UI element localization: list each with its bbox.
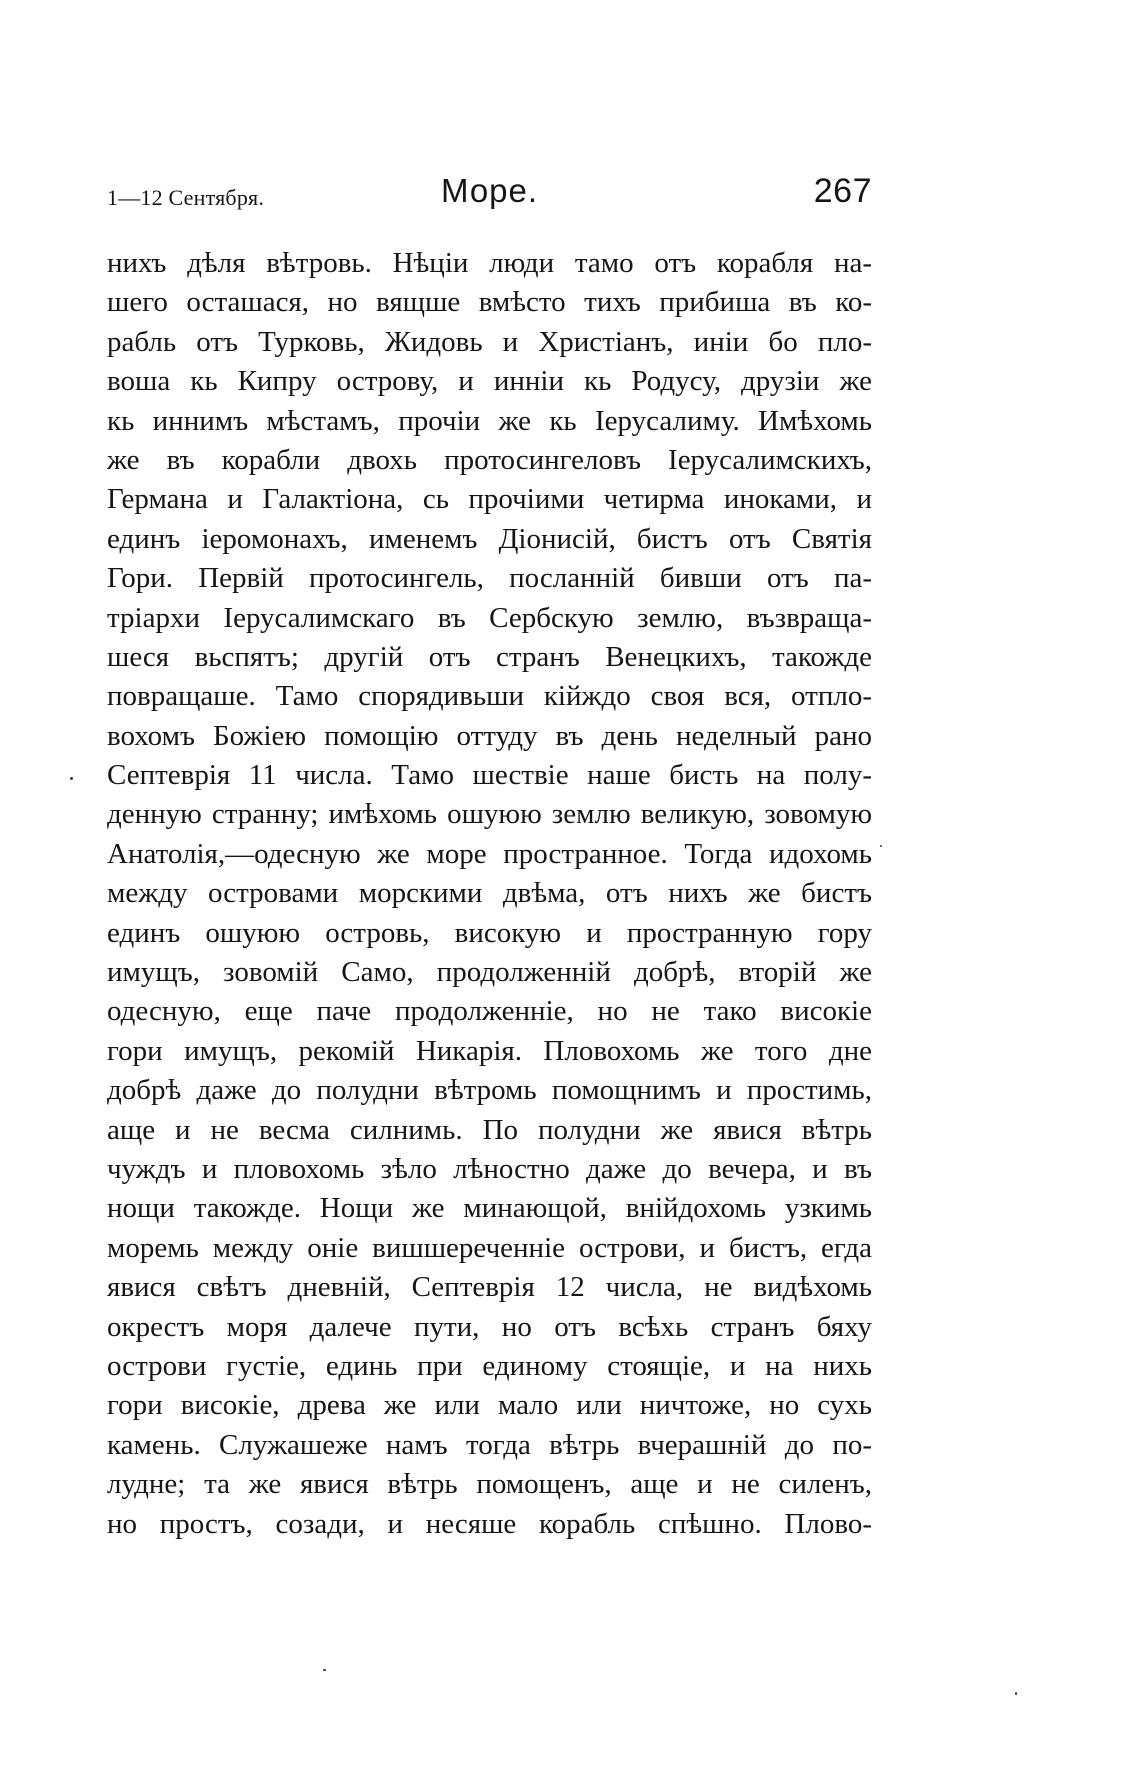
text-line: моремь между оніе вишшереченніе острови, и бистъ, егда bbox=[107, 1231, 872, 1264]
body-text bbox=[107, 244, 872, 1544]
text-line: гори високіе, древа же или мало или ничтоже, но сухь bbox=[107, 1389, 872, 1422]
text-line: камень. Служашеже намъ тогда вѣтрь вчерашній до по- bbox=[107, 1428, 872, 1461]
text-line: между островами морскими двѣма, отъ нихъ же бистъ bbox=[107, 877, 872, 910]
text-line: но простъ, созади, и несяше корабль спѣшно. Плово- bbox=[107, 1507, 872, 1540]
text-line: окрестъ моря далече пути, но отъ всѣхь странъ бяху bbox=[107, 1310, 872, 1343]
text-line: Септеврія 11 числа. Тамо шествіе наше бисть на полу- bbox=[107, 759, 872, 792]
text-line: гори имущъ, рекомій Никарія. Пловохомь же того дне bbox=[107, 1034, 872, 1067]
text-line: единъ ошуюю островь, високую и пространную гору bbox=[107, 916, 872, 949]
text-line: нощи такожде. Нощи же минающой, внійдохомь узкимь bbox=[107, 1192, 872, 1225]
text-line: вохомъ Божіею помощію оттуду въ день неделный рано bbox=[107, 719, 872, 752]
print-speck bbox=[880, 845, 882, 847]
text-line: нихъ дѣля вѣтровь. Нѣціи люди тамо отъ корабля на- bbox=[107, 247, 872, 279]
text-line: денную странну; имѣхомь ошуюю землю великую, зовомую bbox=[107, 798, 872, 831]
text-line: Анатолія,—одесную же море пространное. Тогда идохомь bbox=[107, 837, 872, 870]
section-title: Море. bbox=[440, 172, 539, 209]
date-range: 1—12 Сентября. bbox=[107, 185, 265, 210]
text-line: единъ іеромонахъ, именемъ Діонисій, бистъ отъ Святія bbox=[107, 522, 872, 555]
print-speck bbox=[1015, 1692, 1017, 1695]
page-number: 267 bbox=[813, 172, 872, 210]
text-line: Германа и Галактіона, сь прочіими четирма иноками, и bbox=[107, 483, 872, 516]
text-line: тріархи Іерусалимскаго въ Сербскую землю, възвраща- bbox=[107, 601, 872, 634]
text-line: аще и не весма силнимь. По полудни же явися вѣтрь bbox=[107, 1113, 872, 1146]
text-line: имущъ, зовомій Само, продолженній добрѣ, вторій же bbox=[107, 956, 872, 989]
text-line: воша кь Кипру острову, и инніи кь Родусу, друзіи же bbox=[107, 365, 872, 398]
text-line: лудне; та же явися вѣтрь помощенъ, аще и не силенъ, bbox=[107, 1468, 872, 1501]
text-line: явися свѣтъ дневній, Септеврія 12 числа, не видѣхомь bbox=[107, 1271, 872, 1304]
text-line: же въ корабли двохь протосингеловъ Іерусалимскихъ, bbox=[107, 443, 872, 476]
text-line: одесную, еще паче продолженніе, но не тако високіе bbox=[107, 995, 872, 1028]
text-line: добрѣ даже до полудни вѣтромь помощнимъ и простимь, bbox=[107, 1074, 872, 1107]
text-line: шего осташася, но вящше вмѣсто тихъ прибиша въ ко- bbox=[107, 286, 872, 319]
text-line: кь иннимъ мѣстамъ, прочіи же кь Іерусалиму. Имѣхомь bbox=[107, 404, 872, 437]
text-line: чуждъ и пловохомь зѣло лѣностно даже до вечера, и въ bbox=[107, 1152, 872, 1185]
text-line: повращаше. Тамо спорядивьши кійждо своя вся, отпло- bbox=[107, 680, 872, 713]
text-line: шеся вьспятъ; другій отъ странъ Венецкихъ, такожде bbox=[107, 640, 872, 673]
text-line: рабль отъ Турковь, Жидовь и Христіанъ, иніи бо пло- bbox=[107, 325, 872, 358]
running-head bbox=[107, 172, 872, 216]
text-line: Гори. Первій протосингель, посланній бивши отъ па- bbox=[107, 562, 872, 595]
print-speck bbox=[323, 1669, 326, 1671]
text-line: острови густіе, единь при единому стоящіе, и на нихь bbox=[107, 1349, 872, 1382]
print-speck bbox=[70, 777, 73, 780]
